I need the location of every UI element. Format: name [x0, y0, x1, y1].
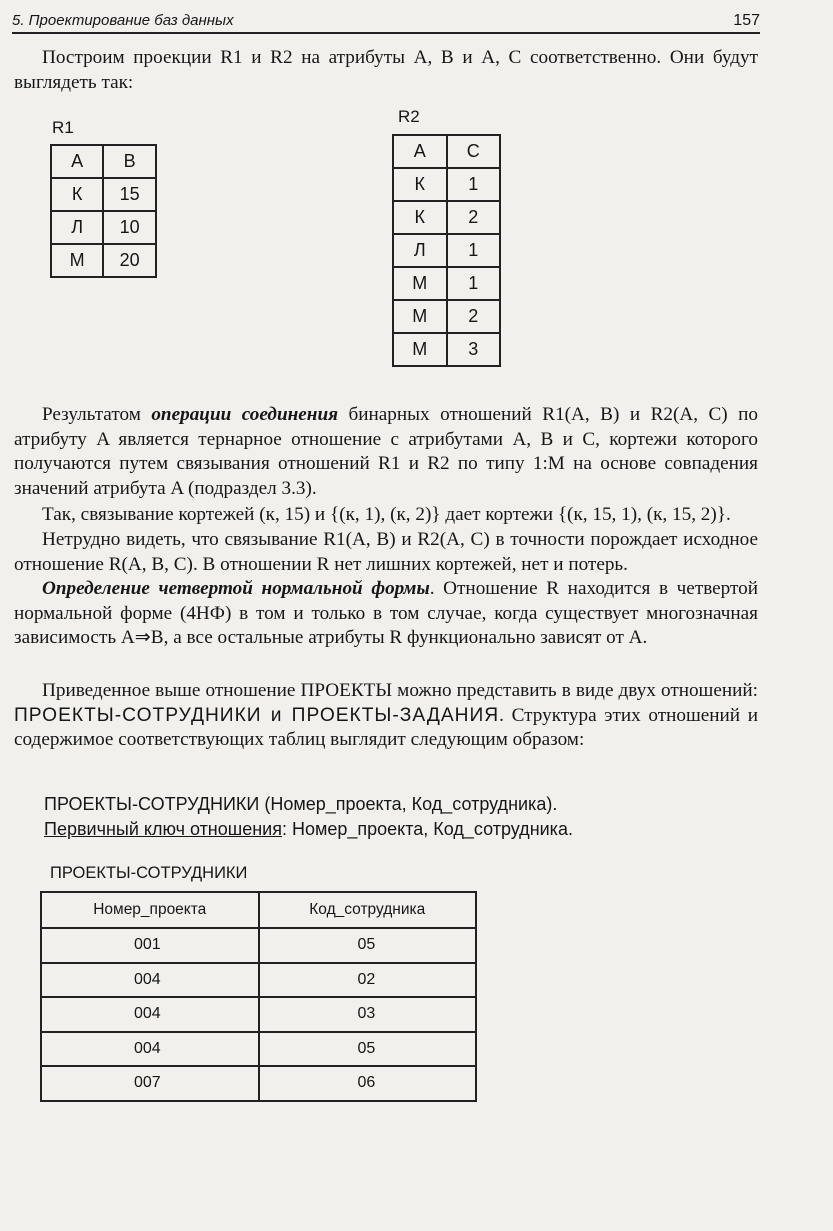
table-cell: 02 — [259, 963, 476, 998]
text-span: бинарных отношений R1(A, B) и R2(A, C) по атрибуту A является тернарное отношение с атрибутами A, B и C, кортежи которого получаются путем связывания отношений R1 и R2 по типу 1:M на основе совпадения значений атрибута A (подраздел 3.3). — [14, 404, 758, 499]
column-header: A — [51, 145, 103, 178]
table-cell: М — [393, 333, 447, 366]
table-header-row — [393, 135, 500, 168]
table-cell: 1 — [447, 168, 500, 201]
observation-paragraph: Нетрудно видеть, что связывание R1(A, B) и R2(A, C) в точности порождает исходное отношение R(A, B, C). В отношении R нет лишних кортежей, нет и потерь. — [14, 529, 758, 575]
r1-table — [50, 144, 157, 278]
chapter-title: 5. Проектирование баз данных — [12, 12, 234, 29]
column-header: Код_сотрудника — [259, 892, 476, 928]
table-cell: 05 — [259, 1032, 476, 1067]
table-cell: 10 — [103, 211, 156, 244]
column-header: A — [393, 135, 447, 168]
projects-staff-table — [40, 891, 477, 1102]
table-row — [393, 168, 500, 201]
table-header-row — [41, 892, 476, 928]
table-row — [393, 234, 500, 267]
term-4nf-definition: Определение четвертой нормальной формы — [42, 578, 430, 599]
table-row — [41, 1032, 476, 1067]
table-row — [51, 178, 156, 211]
table-row — [51, 211, 156, 244]
table-cell: 007 — [41, 1066, 259, 1101]
table-cell: М — [393, 267, 447, 300]
text-span: Приведенное выше отношение ПРОЕКТЫ можно представить в виде двух отношений: — [42, 680, 758, 701]
table-row — [393, 300, 500, 333]
table-cell: М — [393, 300, 447, 333]
table-cell: 001 — [41, 928, 259, 963]
r2-table — [392, 134, 501, 367]
table-cell: 2 — [447, 300, 500, 333]
table-cell: К — [51, 178, 103, 211]
table-cell: 3 — [447, 333, 500, 366]
table-header-row — [51, 145, 156, 178]
table-cell: 004 — [41, 997, 259, 1032]
table-cell: М — [51, 244, 103, 277]
definition-paragraph — [14, 577, 758, 651]
table-cell: 1 — [447, 234, 500, 267]
r2-label: R2 — [398, 107, 420, 126]
table-row — [41, 997, 476, 1032]
table-cell: 20 — [103, 244, 156, 277]
join-paragraph — [14, 403, 758, 501]
table-cell: 03 — [259, 997, 476, 1032]
intro-paragraph: Построим проекции R1 и R2 на атрибуты A, B и A, C соответственно. Они будут выглядеть так: — [14, 47, 758, 93]
table-title: ПРОЕКТЫ-СОТРУДНИКИ — [50, 864, 248, 882]
column-header: Номер_проекта — [41, 892, 259, 928]
text-span: . Структура этих отношений и содержимое соответствующих таблиц выглядит следующим образом: — [14, 704, 758, 751]
table-cell: 2 — [447, 201, 500, 234]
r1-label: R1 — [52, 118, 74, 137]
relation-structure: ПРОЕКТЫ-СОТРУДНИКИ (Номер_проекта, Код_сотрудника). — [44, 794, 558, 814]
table-row — [41, 928, 476, 963]
table-cell: К — [393, 201, 447, 234]
table-cell: К — [393, 168, 447, 201]
page-number: 157 — [733, 12, 760, 29]
primary-key-line — [44, 819, 764, 840]
column-header: C — [447, 135, 500, 168]
table-cell: 06 — [259, 1066, 476, 1101]
term-join-operation: операции соединения — [151, 404, 339, 425]
table-row — [393, 333, 500, 366]
table-row — [393, 201, 500, 234]
table-cell: 1 — [447, 267, 500, 300]
table-row — [41, 1066, 476, 1101]
text-span: . Отношение R находится в четвертой нормальной форме (4НФ) в том и только в том случае, когда существует многозначная зависимость A⇒B, а все остальные атрибуты R функционально зависят от A. — [14, 578, 759, 649]
table-cell: 004 — [41, 963, 259, 998]
page-header — [12, 12, 760, 34]
table-cell: 15 — [103, 178, 156, 211]
column-header: B — [103, 145, 156, 178]
example-paragraph: Так, связывание кортежей (к, 15) и {(к, 1), (к, 2)} дает кортежи {(к, 15, 1), (к, 15, 2)}. — [42, 504, 731, 525]
table-cell: 004 — [41, 1032, 259, 1067]
primary-key-value: : Номер_проекта, Код_сотрудника. — [281, 819, 573, 839]
text-span: Результатом — [42, 404, 152, 425]
projects-paragraph — [14, 679, 758, 753]
table-cell: Л — [393, 234, 447, 267]
table-row — [51, 244, 156, 277]
table-cell: 05 — [259, 928, 476, 963]
table-row — [41, 963, 476, 998]
primary-key-label: Первичный ключ отношения — [44, 819, 282, 839]
table-row — [393, 267, 500, 300]
relation-names: ПРОЕКТЫ-СОТРУДНИКИ и ПРОЕКТЫ-ЗАДАНИЯ — [14, 704, 500, 726]
table-cell: Л — [51, 211, 103, 244]
